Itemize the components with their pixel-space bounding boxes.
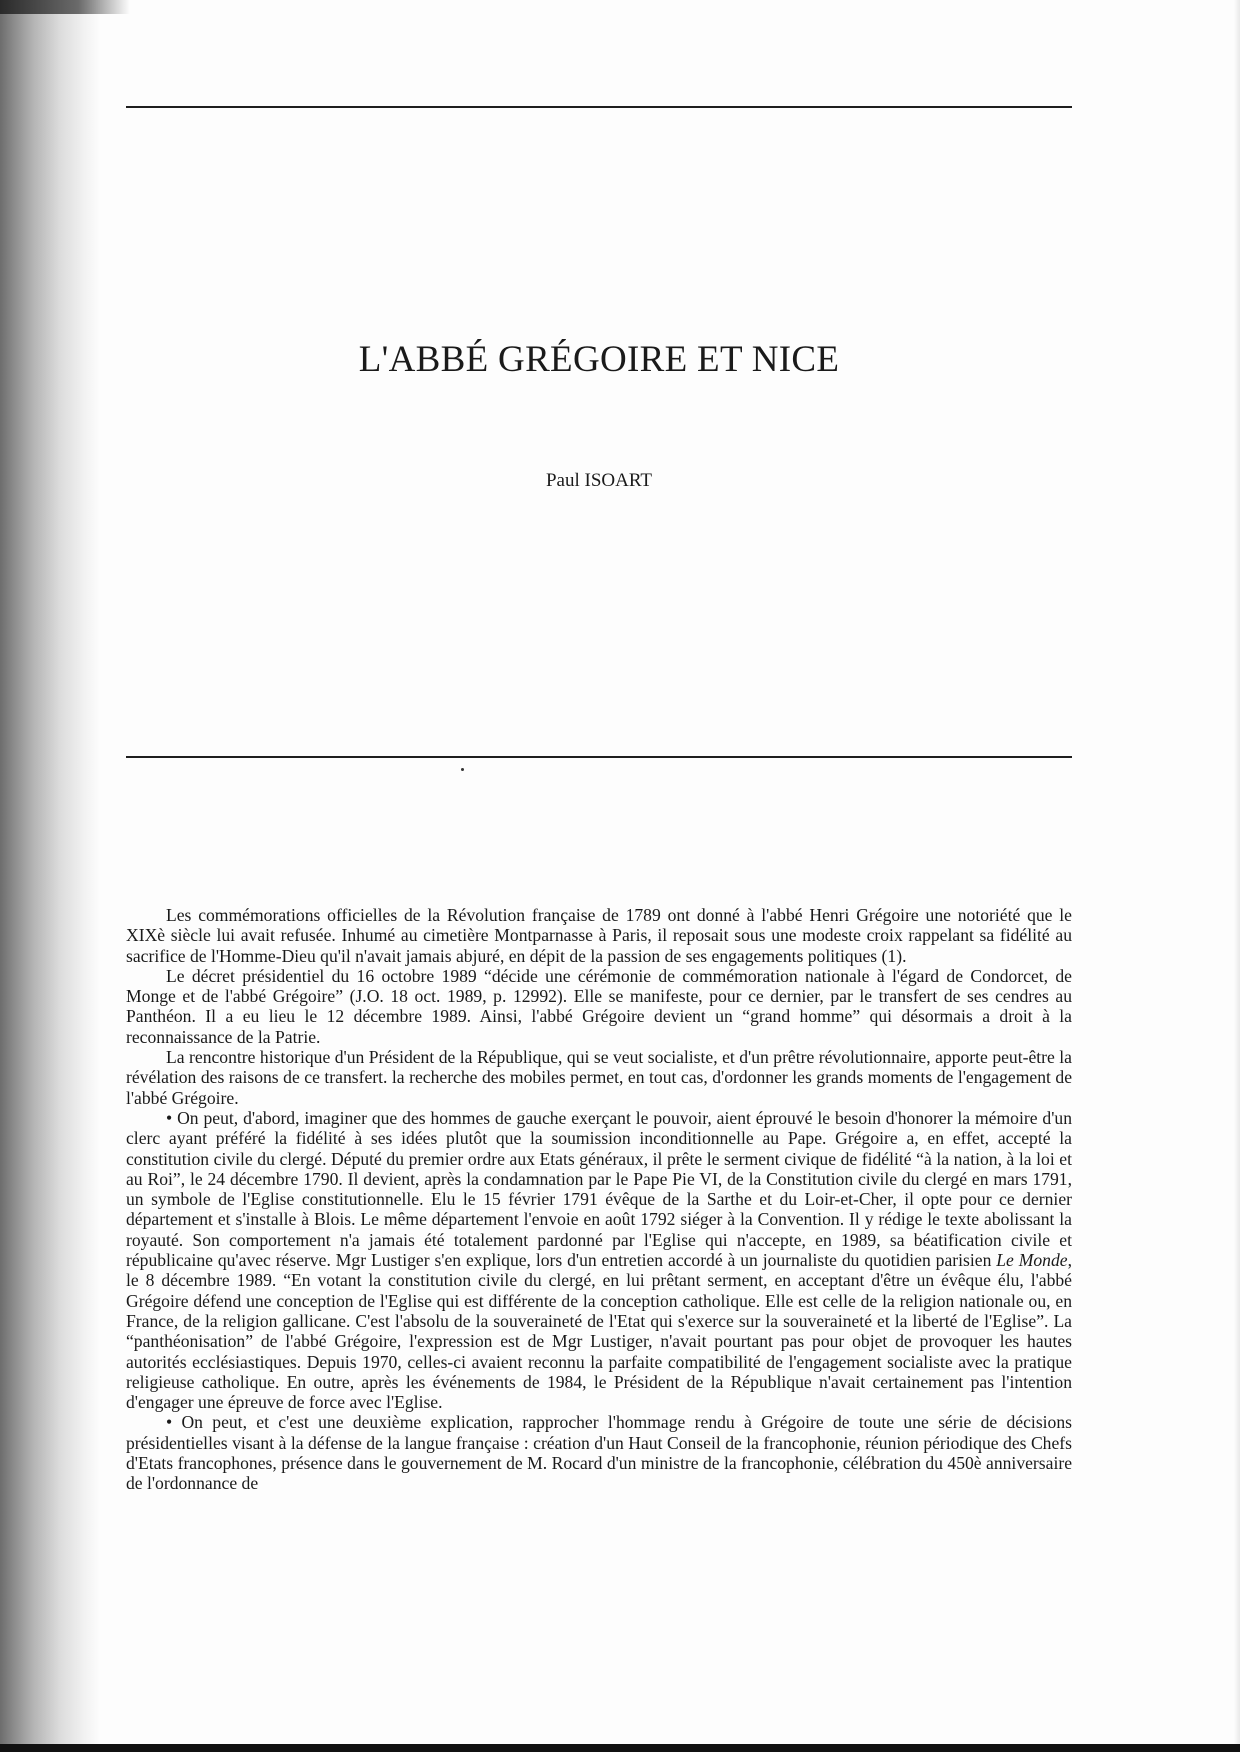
top-rule bbox=[126, 106, 1072, 108]
paragraph: Le décret présidentiel du 16 octobre 1989 “décide une cérémonie de commémoration nationale à l'égard de Condorcet, de Monge et de l'abbé Grégoire” (J.O. 18 oct. 1989, p. 12992). Elle se manifeste, pour ce dernier, par le transfert de ses cendres au Panthéon. Il a eu lieu le 12 décembre 1989. Ainsi, l'abbé Grégoire devient un “grand homme” qui désormais a droit à la reconnaissance de la Patrie. bbox=[126, 965, 1072, 1047]
page-right-edge bbox=[1234, 0, 1240, 1752]
binding-gutter-shadow bbox=[0, 0, 100, 1752]
newspaper-title: Le Monde bbox=[996, 1250, 1068, 1271]
article-author: Paul ISOART bbox=[545, 470, 652, 491]
paragraph: • On peut, et c'est une deuxième explication, rapprocher l'hommage rendu à Grégoire de toute une série de décisions présidentielles visant à la défense de la langue française : création d'un Haut Conseil de la francophonie, réunion périodique des Chefs d'Etats francophones, présence dans le gouvernement de M. Rocard d'un ministre de la francophonie, célébration du 450è anniversaire de l'ordonnance de bbox=[126, 1412, 1072, 1494]
binding-top-shadow bbox=[0, 0, 130, 14]
paragraph: La rencontre historique d'un Président de la République, qui se veut socialiste, et d'un prêtre révolutionnaire, apporte peut-être la révélation des raisons de ce transfert. la recherche des mobiles permet, en tout cas, d'ordonner les grands moments de l'engagement de l'abbé Grégoire. bbox=[126, 1047, 1072, 1108]
header-bottom-rule bbox=[126, 756, 1072, 758]
article-title: L'ABBÉ GRÉGOIRE ET NICE bbox=[358, 339, 840, 380]
paragraph: Les commémorations officielles de la Révolution française de 1789 ont donné à l'abbé Henri Grégoire une notoriété que le XIXè siècle lui avait refusée. Inhumé au cimetière Montparnasse à Paris, il reposait sous une modeste croix rappelant sa fidélité au sacrifice de l'Homme-Dieu qu'il n'avait jamais abjuré, en dépit de la passion de ses engagements politiques (1). bbox=[126, 905, 1072, 966]
article-body bbox=[126, 905, 1072, 1494]
page-bottom-edge bbox=[0, 1744, 1240, 1752]
scan-speck bbox=[461, 768, 464, 771]
paragraph: • On peut, d'abord, imaginer que des hommes de gauche exerçant le pouvoir, aient éprouvé le besoin d'honorer la mémoire d'un clerc ayant préféré la fidélité à ses idées plutôt que la soumission inconditionnelle au Pape. Grégoire a, en effet, accepté la constitution civile du clergé. Député du premier ordre aux Etats généraux, il prête le serment civique de fidélité “à la nation, à la loi et au Roi”, le 24 décembre 1790. Il devient, après la condamnation par le Pape Pie VI, de la Constitution civile du clergé en mars 1791, un symbole de l'Eglise constitutionnelle. Elu le 15 février 1791 évêque de la Sarthe et du Loir-et-Cher, il opte pour ce dernier département et s'installe à Blois. Le même département l'envoie en août 1792 siéger à la Convention. Il y rédige le texte abolissant la royauté. Son comportement n'a jamais été totalement pardonné par l'Eglise qui n'accepte, en 1989, sa béatification civile et républicaine qu'avec réserve. Mgr Lustiger s'en explique, lors d'un entretien accordé à un journaliste du quotidien parisien Le Monde, le 8 décembre 1989. “En votant la constitution civile du clergé, en lui prêtant serment, en acceptant d'être un évêque élu, l'abbé Grégoire défend une conception de l'Eglise qui est différente de la conception catholique. Elle est celle de la religion nationale ou, en France, de la religion gallicane. C'est l'absolu de la souveraineté de l'Etat qui s'exerce sur la souveraineté et la liberté de l'Eglise”. La “panthéonisation” de l'abbé Grégoire, l'expression est de Mgr Lustiger, n'avait pourtant pas pour objet de provoquer les hautes autorités ecclésiastiques. Depuis 1970, celles-ci avaient reconnu la parfaite compatibilité de l'engagement socialiste avec la pratique religieuse catholique. En outre, après les événements de 1984, le Président de la République n'avait certainement pas l'intention d'engager une épreuve de force avec l'Eglise. bbox=[126, 1107, 1072, 1413]
